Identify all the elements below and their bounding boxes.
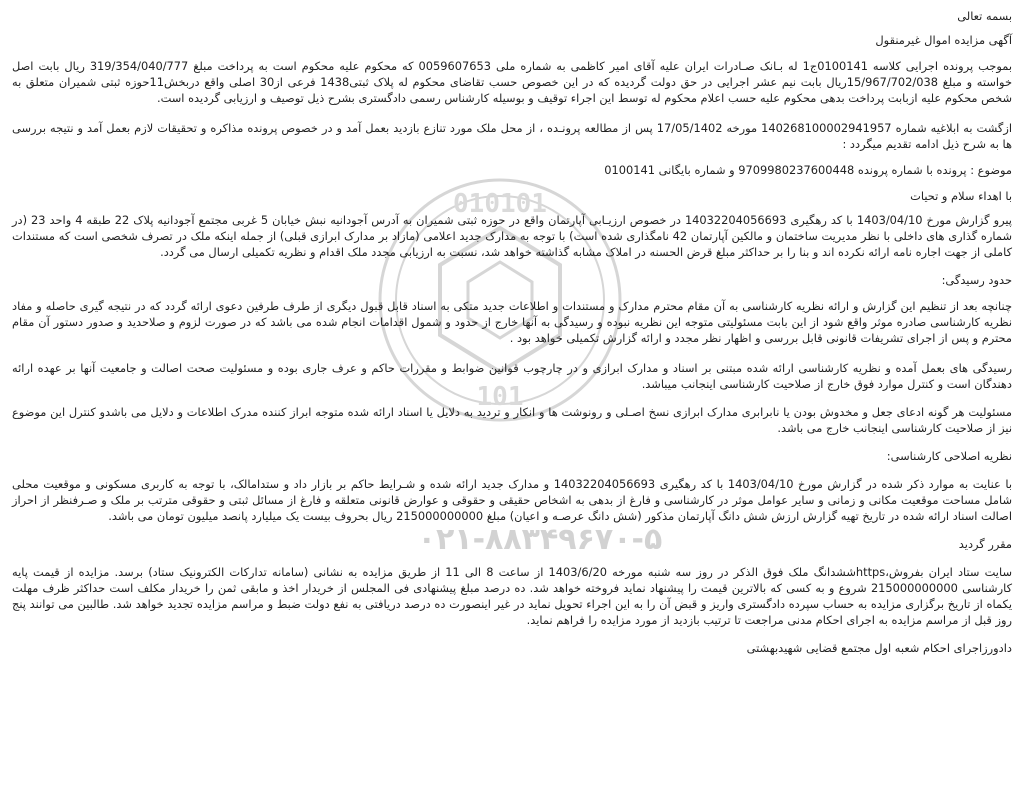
- greeting-line: با اهداء سلام و تحیات: [910, 189, 1012, 203]
- paragraph-forgery-liability: مسئولیت هر گونه ادعای جعل و مخدوش بودن یا نابرابری مدارک ابرازی نسخ اصـلی و رونوشت ها و انکار و تردید به دلایل یا اسناد ارائه شده متوجه ابراز کننده مدرک اطلاعات و دلایل می باشدو کنترل این موضوع نیز از صلاحیت کارشناسی اینجانب خارج می باشد.: [12, 405, 1012, 435]
- heading-decree: مقرر گردید: [958, 537, 1012, 551]
- subject-line: موضوع : پرونده با شماره پرونده 9709980237600448 و شماره بایگانی 0100141: [604, 163, 1012, 177]
- paragraph-expert-return: ازگشت به ابلاغیه شماره 140268100002941957 مورخه 17/05/1402 پس از مطالعه پرونـده ، از محل ملک مورد تنازع بازدید بعمل آمد و در خصوص پرونده مذاکره و تحقیقات لازم بعمل آمد و نتیجه بررسی ها به شرح ذیل ادامه تقدیم میگردد :: [12, 121, 1012, 151]
- paragraph-case-summary: بموجب پرونده اجرایی کلاسه 0100141ج1 له بـانک صـادرات ایران علیه آقای امیر کاظمی به شماره ملی 0059607653 که محکوم علیه محکوم است به پرداخت مبلغ 319/354/040/777 ریال بابت اصل خواسته و مبلغ 15/967/702/038ریال بابت نیم عشر اجرایی در حق دولت گردیده که در این خصوص حسب تقاضای محکوم له پلاک ثبتی1438 فرعی از30 اصلی واقع دربخش11حوزه ثبتی شمیران متعلق به شخص محکوم علیه ازبابت پرداخت بدهی محکوم علیه حسب اعلام محکوم له توسط این اجراء توقیف و بوسیله کارشناس رسمی دادگستری بشرح ذیل توصیف و ارزیابی گردیده است.: [12, 59, 1012, 105]
- paragraph-valuation: با عنایت به موارد ذکر شده در گزارش مورخ 1403/04/10 با کد رهگیری 14032204056693 و مدارک جدید ارائه شده و شـرایط حاکم بر بازار داد و ستدامالک، با توجه به کاربری مسکونی و موقعیت محلی شامل مساحت موقعیت مکانی و زمانی و سایر عوامل موثر در کارشناسی و فارغ از بدهی به اشخاص حقیقی و حقوقی و عوارض قانونی متعلقه و فارغ از مسائل ثبتی و حقوقی مترتب بر ملک و صـرفنظر از احراز اصالت اسناد ارائه شده در تاریخ تهیه گزارش ارزش شش دانگ آپارتمان مذکور (شش دانگ عرصـه و اعیان) مبلغ 215000000000 ریال بحروف بیست یک میلیارد پانصد میلیون تومان می باشد.: [12, 477, 1012, 523]
- signature-line: دادورزاجرای احکام شعبه اول مجتمع قضایی شهیدبهشتی: [746, 641, 1012, 655]
- paragraph-scope: چنانچه بعد از تنظیم این گزارش و ارائه نظریه کارشناسی به آن مقام محترم مدارک و مستندات و اطلاعات جدید متکی به اسناد قابل قبول دیگری از طرف طرفین دعوی ارائه گردد که در نتیجه گیری حاصله و مفاد نظریه کارشناسی صادره موثر واقع شود از این بابت مسئولیتی متوجه این نظریه نبوده و رسیدگی به آنها خارج از حدود و شمول اقدامات انجام شده می باشد که در صورت لزوم و صلاحدید و صدور دستور آن مقام محترم و پس از اجرای تشریفات قانونی قابل بررسی و اظهار نظر مجدد و ارائه گزارش تکمیلی خواهد بود .: [12, 299, 1012, 345]
- paragraph-responsibility: رسیدگی های بعمل آمده و نظریه کارشناسی ارائه شده مبتنی بر اسناد و مدارک ابرازی و در چارچوب قوانین ضوابط و مقررات حاکم و عرف جاری بوده و مسئولیت صحت اصالت و جامعیت آنها بر عهده ارائه دهندگان است و کنترل موارد فوق خارج از صلاحیت کارشناسی اینجانب میباشد.: [12, 361, 1012, 391]
- basmala: بسمه تعالی: [957, 9, 1012, 23]
- heading-scope: حدود رسیدگی:: [941, 273, 1012, 287]
- svg-text:010101: 010101: [453, 189, 547, 219]
- paragraph-auction-terms: سایت ستاد ایران بفروش،httpsششدانگ ملک فوق الذکر در روز سه شنبه مورخه 1403/6/20 از ساعت 8 الی 11 از طریق مزایده به نشانی (سامانه تدارکات الکترونیک ستاد) برسد. مزایده از قیمت پایه کارشناسی 215000000000 شروع و به کسی که بالاترین قیمت را پیشنهاد نماید فروخته خواهد شد. ده درصد مبلغ پیشنهادی فی المجلس از خریدار اخذ و مابقی ثمن را خریدار مکلف است حداکثر ظرف مهلت یکماه از تاریخ برگزاری مزایده به حساب سپرده دادگستری واریز و قبض آن را به این اجراء تحویل نماید در غیر اینصورت ده درصد دریافتی به نفع دولت ضبط و مراسم مزایده تجدید خواهد شد. طالبین می توانند پنج روز قبل از مراسم مزایده به اجرای احکام مدنی مراجعت تا ترتیب بازدید از مورد مزایده را فراهم نماید.: [12, 565, 1012, 627]
- paragraph-property-description: پیرو گزارش مورخ 1403/04/10 با کد رهگیری 14032204056693 در خصوص ارزیـابی آپارتمان واقع در حوزه ثبتی شمیران به آدرس آجودانیه نبش خیابان 5 غربی مجتمع آجودانیه پلاک 22 طبقه 4 واحد 23 (در شماره گذاری های داخلی با نظر مدیریت ساختمان و مالکین آپارتمان 42 نامگذاری شده است) با توجه به مدارک جدید اعلامی (مازاد بر مدارک ابرازی قبلی) از جمله اینکه ملک در تصرف شخصی است که مستندات کاملی از جهت اجاره نامه ارائه نکرده اند و بنا را بر حداکثر مبلغ قرض الحسنه در املاک مشابه گذاشته خواهد شد، نسبت به ارزیابی مجدد ملک اقدام و نظریه تکمیلی ارسال می گردد.: [12, 213, 1012, 259]
- watermark-phone: ۰۲۱-۸۸۳۴۹۶۷۰-۵: [417, 522, 663, 557]
- notice-title: آگهی مزایده اموال غیرمنقول: [875, 33, 1012, 47]
- svg-text:101: 101: [476, 382, 524, 412]
- heading-revised-opinion: نظریه اصلاحی کارشناسی:: [886, 449, 1012, 463]
